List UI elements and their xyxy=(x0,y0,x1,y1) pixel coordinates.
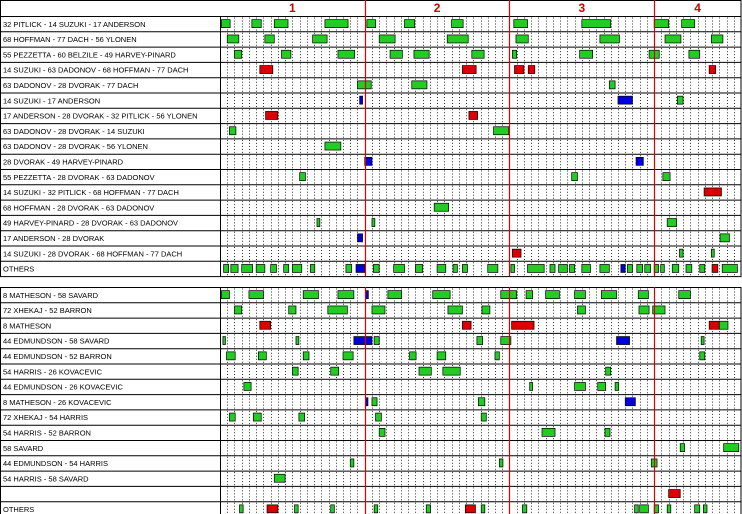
shift-box-red xyxy=(469,111,478,119)
shift-box-green xyxy=(582,264,591,272)
row-label: 14 SUZUKI - 32 PITLICK - 68 HOFFMAN - 77 DACH xyxy=(3,188,179,198)
shift-box-green xyxy=(224,264,229,272)
shift-box-green xyxy=(252,20,261,28)
shift-box-green xyxy=(522,505,526,513)
shift-box-green xyxy=(410,352,417,360)
shift-box-green xyxy=(499,459,503,467)
shift-box-green xyxy=(453,264,457,272)
shift-box-green xyxy=(313,35,327,43)
shift-box-green xyxy=(711,35,723,43)
shift-box-green xyxy=(426,505,430,513)
shift-box-green xyxy=(271,264,277,272)
shift-box-green xyxy=(379,428,385,436)
shift-box-green xyxy=(665,35,681,43)
shift-box-green xyxy=(719,321,728,329)
shift-box-green xyxy=(679,249,683,257)
row-label: 44 EDMUNDSON - 54 HARRIS xyxy=(3,459,109,469)
shift-box-green xyxy=(412,81,427,89)
shift-box-green xyxy=(598,382,606,390)
shift-box-green xyxy=(227,35,239,43)
shift-box-green xyxy=(511,264,515,272)
shift-box-green xyxy=(244,382,251,390)
shift-box-green xyxy=(443,367,460,375)
shift-box-green xyxy=(274,474,285,482)
shift-box-green xyxy=(394,264,405,272)
shift-box-green xyxy=(526,291,533,299)
shift-box-green xyxy=(600,264,609,272)
shift-box-green xyxy=(667,219,676,227)
shift-box-green xyxy=(437,264,446,272)
shift-box-green xyxy=(495,352,499,360)
shift-box-green xyxy=(434,203,448,211)
shift-box-green xyxy=(433,291,450,299)
shift-box-green xyxy=(711,249,714,257)
shift-box-blue xyxy=(360,96,363,104)
shift-box-red xyxy=(528,66,535,74)
shift-box-green xyxy=(638,291,648,299)
shift-box-green xyxy=(338,50,355,58)
shift-box-green xyxy=(575,382,586,390)
shift-box-green xyxy=(663,173,670,181)
shift-box-green xyxy=(462,264,467,272)
shift-box-green xyxy=(667,505,671,513)
shift-box-green xyxy=(546,291,560,299)
shift-box-red xyxy=(709,321,719,329)
shift-box-green xyxy=(645,264,651,272)
shift-box-green xyxy=(577,306,585,314)
shift-box-red xyxy=(260,321,271,329)
shift-box-green xyxy=(722,264,737,272)
shift-box-green xyxy=(367,20,376,28)
shift-box-green xyxy=(292,367,298,375)
shift-box-red xyxy=(266,111,278,119)
shift-box-green xyxy=(550,264,555,272)
row-label: 72 XHEKAJ - 52 BARRON xyxy=(3,306,92,316)
shift-box-green xyxy=(372,398,377,406)
shift-box-green xyxy=(701,337,704,345)
shift-box-red xyxy=(669,490,681,498)
shift-box-red xyxy=(512,249,521,257)
row-label: 14 SUZUKI - 17 ANDERSON xyxy=(3,96,101,106)
shift-box-green xyxy=(258,352,266,360)
shift-box-green xyxy=(282,50,291,58)
row-label: 63 DADONOV - 28 DVORAK - 77 DACH xyxy=(3,81,139,90)
shift-box-green xyxy=(481,505,485,513)
shift-box-green xyxy=(528,264,545,272)
row-label: OTHERS xyxy=(3,264,35,274)
row-label: 17 ANDERSON - 28 DVORAK xyxy=(3,234,105,243)
shift-box-green xyxy=(448,306,462,314)
row-label: 44 EDMUNDSON - 58 SAVARD xyxy=(3,336,110,346)
shift-box-green xyxy=(221,20,230,28)
row-label: 32 PITLICK - 14 SUZUKI - 17 ANDERSON xyxy=(3,19,146,29)
shift-box-green xyxy=(299,413,305,421)
shift-box-green xyxy=(249,291,263,299)
row-label: 28 DVORAK - 49 HARVEY-PINARD xyxy=(3,157,124,167)
row-label: 44 EDMUNDSON - 26 KOVACEVIC xyxy=(3,382,123,392)
shift-box-green xyxy=(542,428,555,436)
shift-box-green xyxy=(296,337,299,345)
shift-box-green xyxy=(300,173,306,181)
row-label: 68 HOFFMAN - 28 DVORAK - 63 DADONOV xyxy=(3,203,155,213)
shift-box-green xyxy=(379,35,395,43)
shift-box-green xyxy=(234,306,241,314)
shift-box-green xyxy=(289,306,296,314)
shift-box-red xyxy=(267,505,278,513)
shift-box-green xyxy=(376,413,382,421)
shift-box-green xyxy=(682,20,695,28)
shift-box-green xyxy=(221,291,229,299)
row-label: 14 SUZUKI - 63 DADONOV - 68 HOFFMAN - 77 DACH xyxy=(3,65,189,75)
shift-box-green xyxy=(240,505,244,513)
shift-box-blue xyxy=(621,264,625,272)
row-label: 54 HARRIS - 58 SAVARD xyxy=(3,474,89,484)
shift-box-green xyxy=(530,382,533,390)
row-label: 8 MATHESON xyxy=(3,321,52,331)
shift-box-green xyxy=(689,50,700,58)
shift-box-green xyxy=(672,264,679,272)
row-label: OTHERS xyxy=(3,505,35,514)
shift-box-blue xyxy=(357,234,362,242)
row-label: 17 ANDERSON - 28 DVORAK - 32 PITLICK - 56 YLONEN xyxy=(3,111,198,121)
shift-box-green xyxy=(419,367,431,375)
shift-box-green xyxy=(680,444,684,452)
shift-box-red xyxy=(709,66,716,74)
shift-box-green xyxy=(317,219,320,227)
shift-box-green xyxy=(514,20,528,28)
shift-box-green xyxy=(635,505,639,513)
shift-box-green xyxy=(338,291,354,299)
shift-box-blue xyxy=(354,337,372,345)
shift-box-green xyxy=(639,306,649,314)
shift-box-green xyxy=(223,337,226,345)
shift-box-green xyxy=(605,428,610,436)
shift-box-green xyxy=(374,505,378,513)
shift-box-green xyxy=(256,264,265,272)
shift-box-green xyxy=(606,367,611,375)
shift-box-green xyxy=(654,20,668,28)
shift-box-green xyxy=(640,505,649,513)
shift-box-green xyxy=(501,291,517,299)
shift-box-green xyxy=(700,264,705,272)
shift-box-green xyxy=(325,20,348,28)
shift-box-green xyxy=(227,352,236,360)
shift-box-red xyxy=(515,66,524,74)
shift-box-green xyxy=(695,505,700,513)
shift-box-green xyxy=(414,50,429,58)
shift-box-green xyxy=(559,264,568,272)
shift-box-green xyxy=(516,35,528,43)
shift-box-green xyxy=(472,50,484,58)
shift-box-green xyxy=(582,20,611,28)
shift-box-red xyxy=(712,264,718,272)
shift-box-green xyxy=(575,291,586,299)
shift-box-green xyxy=(372,219,375,227)
row-label: 63 DADONOV - 28 DVORAK - 56 YLONEN xyxy=(3,142,148,152)
shift-box-blue xyxy=(625,398,635,406)
period-label: 1 xyxy=(289,1,296,15)
shift-box-green xyxy=(373,264,379,272)
shift-box-green xyxy=(390,50,402,58)
shift-box-green xyxy=(303,352,309,360)
shift-box-green xyxy=(265,35,274,43)
shift-box-green xyxy=(494,127,509,135)
shift-box-green xyxy=(677,96,683,104)
shift-box-red xyxy=(465,505,475,513)
shift-box-green xyxy=(284,264,289,272)
shift-box-green xyxy=(310,264,314,272)
shift-box-green xyxy=(303,291,318,299)
shift-box-green xyxy=(242,264,253,272)
shift-box-green xyxy=(388,291,402,299)
row-label: 8 MATHESON - 26 KOVACEVIC xyxy=(3,397,112,407)
shift-box-green xyxy=(700,352,705,360)
shift-box-green xyxy=(482,306,490,314)
shift-box-green xyxy=(686,264,692,272)
shift-box-green xyxy=(415,264,422,272)
shift-box-green xyxy=(488,264,498,272)
row-label: 8 MATHESON - 58 SAVARD xyxy=(3,290,99,300)
shift-box-green xyxy=(478,398,485,406)
row-label: 68 HOFFMAN - 77 DACH - 56 YLONEN xyxy=(3,35,137,45)
period-label: 3 xyxy=(578,1,586,15)
shift-box-blue xyxy=(356,264,365,272)
shift-box-green xyxy=(331,505,335,513)
shift-box-green xyxy=(703,505,707,513)
row-label: 14 SUZUKI - 28 DVORAK - 68 HOFFMAN - 77 DACH xyxy=(3,249,183,259)
row-label: 63 DADONOV - 28 DVORAK - 14 SUZUKI xyxy=(3,126,145,136)
shift-box-green xyxy=(661,264,665,272)
shift-box-red xyxy=(462,321,471,329)
shift-box-green xyxy=(580,50,593,58)
shift-box-green xyxy=(637,264,643,272)
row-label: 58 SAVARD xyxy=(3,443,44,453)
shift-box-green xyxy=(609,81,615,89)
shift-box-blue xyxy=(618,96,632,104)
shift-box-green xyxy=(253,413,261,421)
shift-box-red xyxy=(260,66,273,74)
shift-box-green xyxy=(295,505,299,513)
shift-box-green xyxy=(447,35,468,43)
shift-box-green xyxy=(572,173,578,181)
shift-box-green xyxy=(231,264,238,272)
shift-box-green xyxy=(357,81,371,89)
shift-box-blue xyxy=(617,337,630,345)
period-label: 2 xyxy=(433,1,441,15)
shift-box-green xyxy=(452,20,464,28)
shift-box-green xyxy=(292,264,301,272)
shift-box-green xyxy=(331,367,339,375)
shift-box-green xyxy=(229,413,235,421)
shift-box-green xyxy=(274,20,288,28)
shift-box-green xyxy=(234,50,241,58)
shift-box-green xyxy=(477,337,483,345)
shift-box-green xyxy=(374,337,379,345)
shift-box-green xyxy=(229,127,236,135)
shift-box-green xyxy=(724,444,739,452)
row-label: 44 EDMUNDSON - 52 BARRON xyxy=(3,352,112,361)
header-frame xyxy=(1,1,742,17)
shift-box-green xyxy=(350,459,354,467)
shift-box-green xyxy=(627,264,632,272)
shift-box-green xyxy=(679,291,691,299)
shift-box-green xyxy=(346,264,352,272)
period-label: 4 xyxy=(694,1,701,15)
shift-box-green xyxy=(325,142,341,150)
shift-box-green xyxy=(437,352,446,360)
shift-box-green xyxy=(481,413,486,421)
row-label: 55 PEZZETTA - 60 BELZILE - 49 HARVEY-PINARD xyxy=(3,50,176,60)
shift-box-green xyxy=(405,20,415,28)
row-label: 54 HARRIS - 26 KOVACEVIC xyxy=(3,367,103,377)
shift-box-green xyxy=(601,291,616,299)
row-label: 55 PEZZETTA - 28 DVORAK - 63 DADONOV xyxy=(3,172,155,182)
shift-box-red xyxy=(462,66,476,74)
shift-box-green xyxy=(600,35,620,43)
shift-box-green xyxy=(328,306,348,314)
shift-box-red xyxy=(512,321,534,329)
shift-box-green xyxy=(372,306,385,314)
shift-box-green xyxy=(343,352,353,360)
row-label: 54 HARRIS - 52 BARRON xyxy=(3,428,91,438)
shift-box-green xyxy=(570,264,575,272)
shift-box-red xyxy=(704,188,721,196)
shift-box-green xyxy=(720,234,729,242)
shift-box-green xyxy=(615,382,619,390)
shift-box-blue xyxy=(636,157,643,165)
shift-box-green xyxy=(512,50,516,58)
row-label: 72 XHEKAJ - 54 HARRIS xyxy=(3,413,89,423)
row-label: 49 HARVEY-PINARD - 28 DVORAK - 63 DADONOV xyxy=(3,218,179,228)
